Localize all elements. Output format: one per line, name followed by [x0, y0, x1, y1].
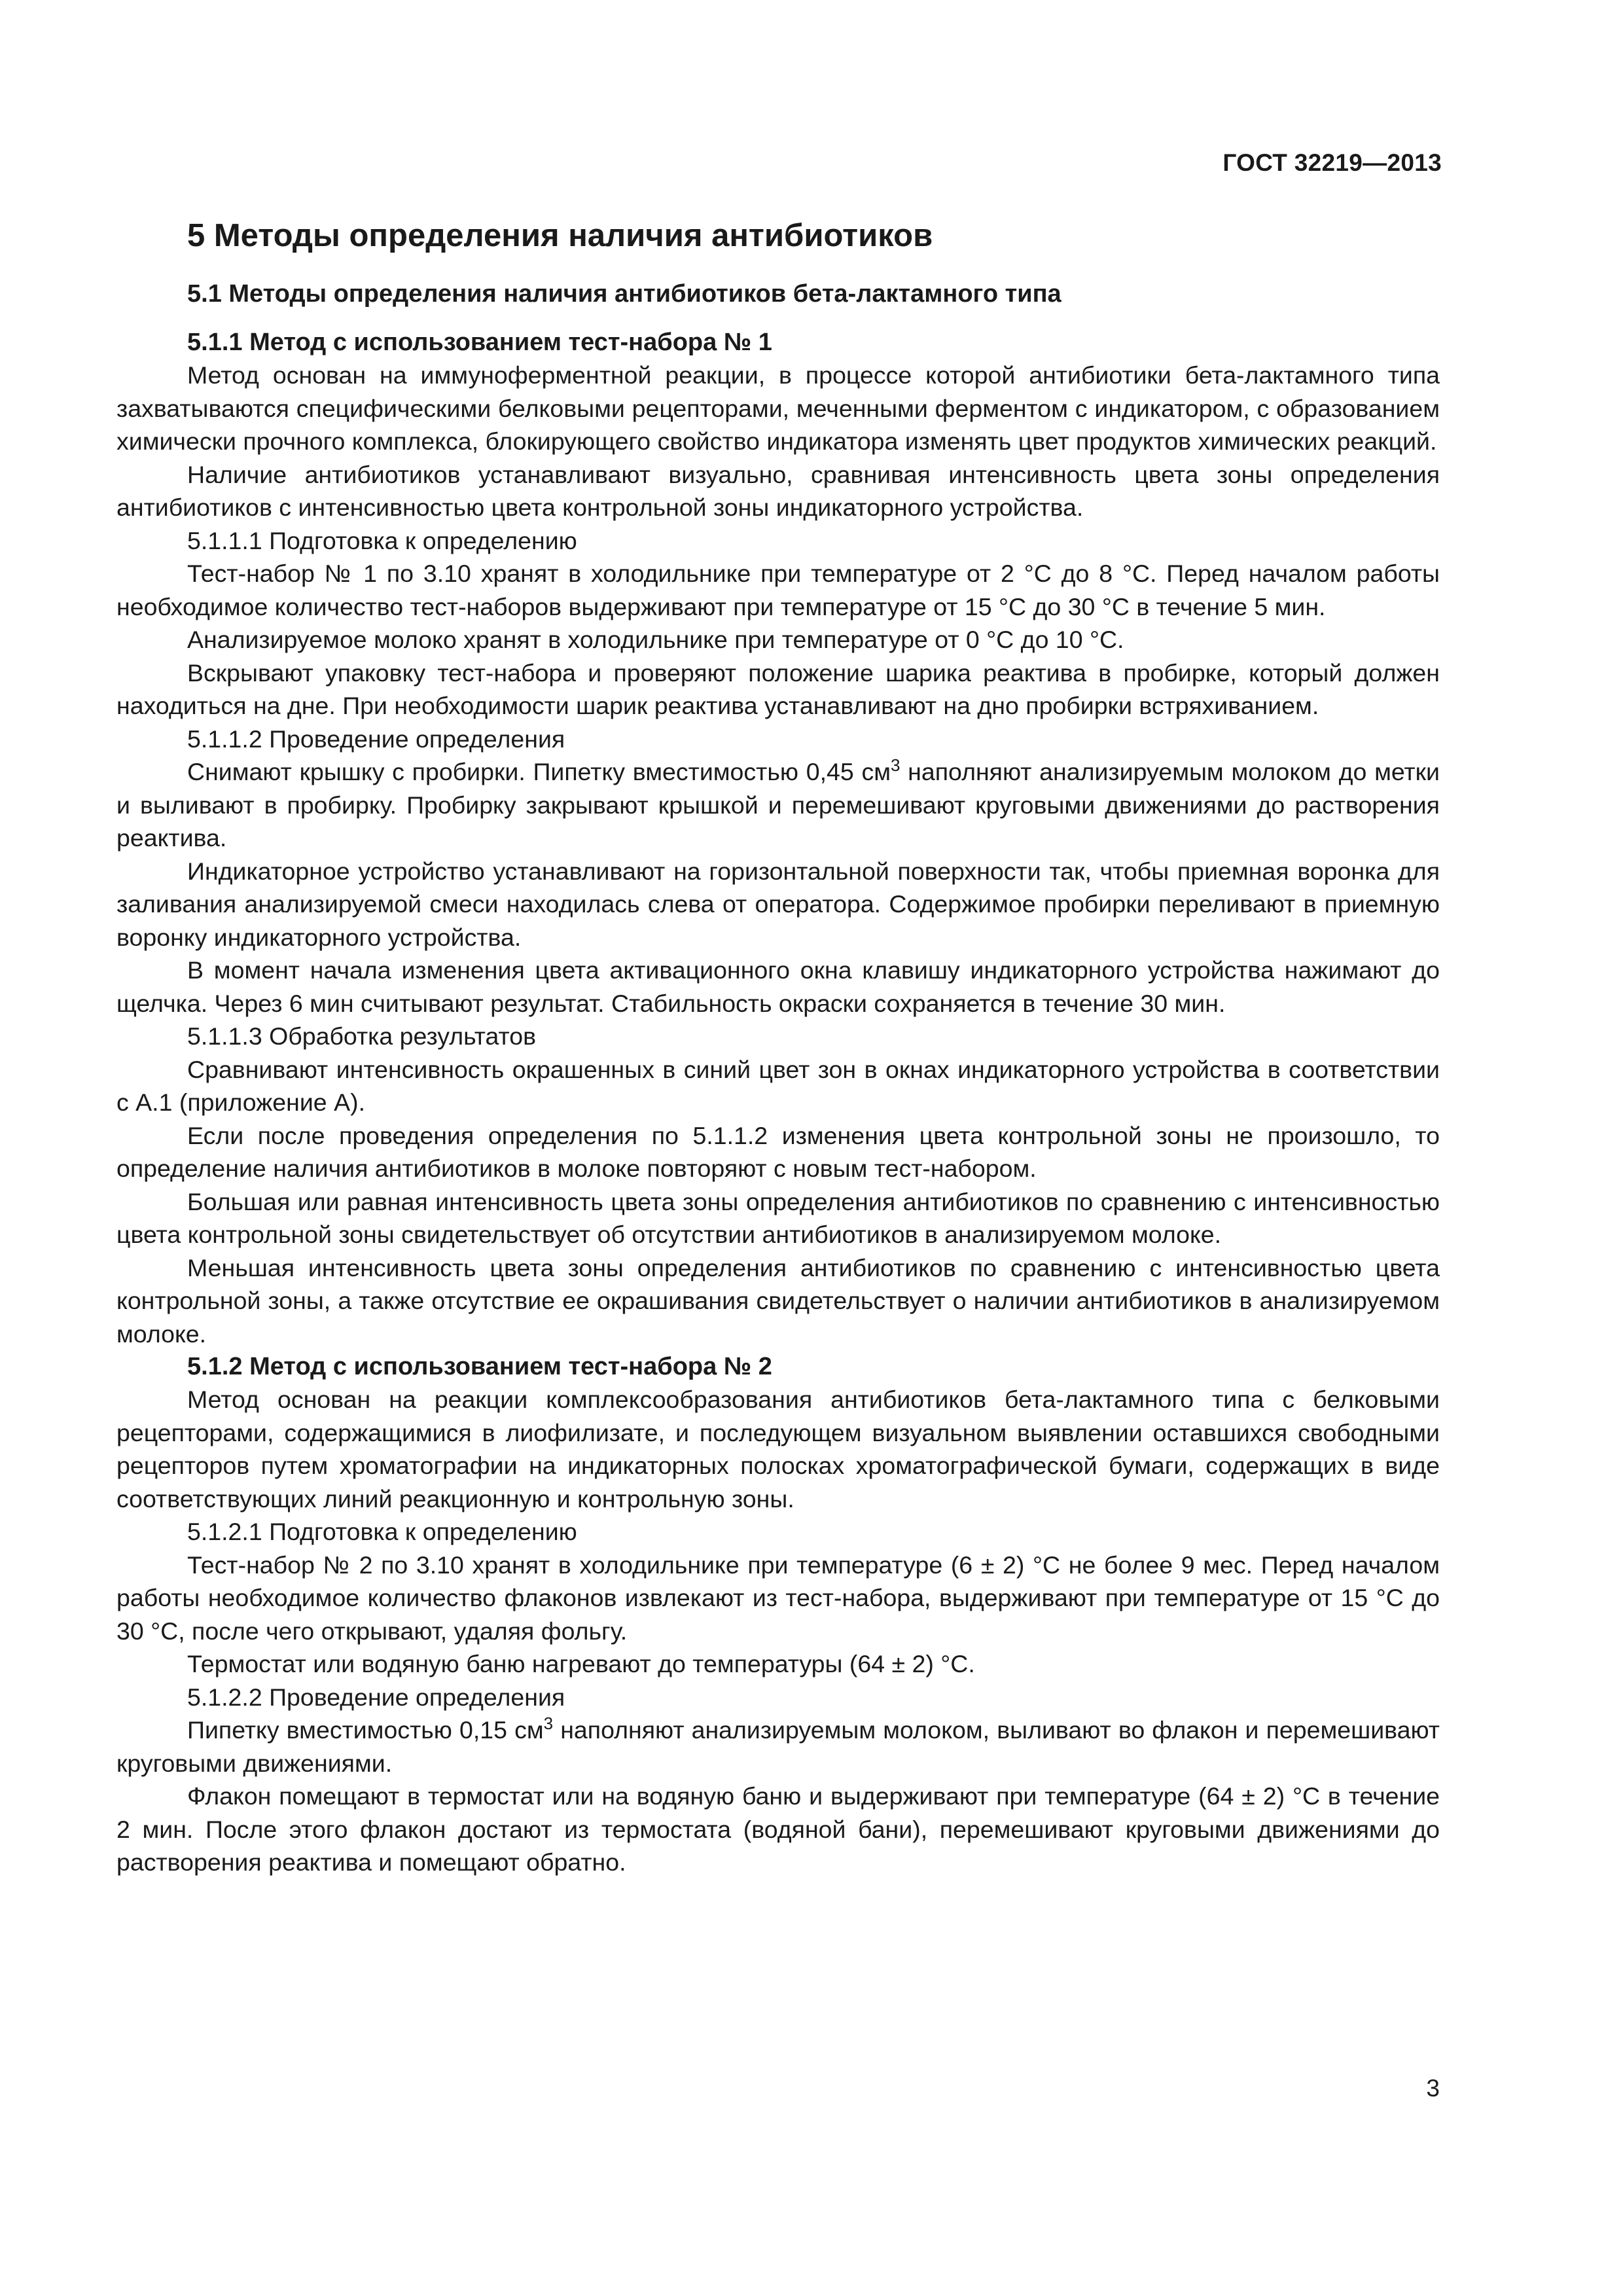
- clause-title: 5.1.2.1 Подготовка к определению: [187, 1518, 577, 1545]
- section-title: 5 Методы определения наличия антибиотиков: [187, 218, 933, 253]
- clause-title: 5.1.1.1 Подготовка к определению: [187, 526, 577, 554]
- clause-title: 5.1.2.2 Проведение определения: [187, 1683, 565, 1711]
- paragraph: В момент начала изменения цвета активационного окна клавишу индикаторного устройства нажимают до щелчка. Через 6 мин считывают результат. Стабильность окраски сохраняется в течение 30 мин.: [116, 956, 1440, 1017]
- paragraph: Наличие антибиотиков устанавливают визуально, сравнивая интенсивность цвета зоны определения антибиотиков с интенсивностью цвета контрольной зоны индикаторного устройства.: [116, 460, 1440, 521]
- paragraph: Тест-набор № 1 по 3.10 хранят в холодильнике при температуре от 2 °С до 8 °С. Перед началом работы необходимое количество тест-наборов выдерживают при температуре от 15 °С до 30 °С в течение 5 мин.: [116, 560, 1440, 620]
- subsection-title: 5.1 Методы определения наличия антибиотиков бета-лактамного типа: [187, 280, 1061, 308]
- document-code: ГОСТ 32219—2013: [1222, 149, 1442, 176]
- method-2-title: 5.1.2 Метод с использованием тест-набора № 2: [187, 1353, 772, 1380]
- paragraph: Флакон помещают в термостат или на водяную баню и выдерживают при температуре (64 ± 2) °С в течение 2 мин. После этого флакон достают из термостата (водяной бани), перемешивают круговыми движениями до растворения реактива и помещают обратно.: [116, 1782, 1440, 1876]
- paragraph: Термостат или водяную баню нагревают до температуры (64 ± 2) °С.: [187, 1650, 975, 1677]
- page-number: 3: [1426, 2075, 1440, 2102]
- clause-title: 5.1.1.2 Проведение определения: [187, 725, 565, 753]
- paragraph: Индикаторное устройство устанавливают на горизонтальной поверхности так, чтобы приемная воронка для заливания анализируемой смеси находилась слева от оператора. Содержимое пробирки переливают в приемную воронку индикаторного устройства.: [116, 857, 1440, 951]
- paragraph: Большая или равная интенсивность цвета зоны определения антибиотиков по сравнению с интенсивностью цвета контрольной зоны свидетельствует об отсутствии антибиотиков в анализируемом молоке.: [116, 1187, 1440, 1248]
- document-body: [116, 216, 1440, 1879]
- text-run: Снимают крышку с пробирки. Пипетку вместимостью 0,45 см: [187, 758, 891, 785]
- paragraph: Меньшая интенсивность цвета зоны определения антибиотиков по сравнению с интенсивностью цвета контрольной зоны, а также отсутствие ее окрашивания свидетельствует о наличии антибиотиков в анализируемом молоке.: [116, 1253, 1440, 1348]
- text-run: наполняют анализируемым молоком, выливают во флакон и перемешивают круговыми движениями.: [116, 1716, 1440, 1777]
- paragraph: [116, 1713, 1440, 1780]
- superscript: 3: [543, 1713, 554, 1733]
- paragraph: Вскрывают упаковку тест-набора и проверяют положение шарика реактива в пробирке, который должен находиться на дне. При необходимости шарик реактива устанавливают на дно пробирки встряхиванием.: [116, 658, 1440, 719]
- clause-title: 5.1.1.3 Обработка результатов: [187, 1022, 537, 1050]
- superscript: 3: [890, 755, 901, 775]
- paragraph: Сравнивают интенсивность окрашенных в синий цвет зон в окнах индикаторного устройства в соответствии с А.1 (приложение А).: [116, 1055, 1440, 1116]
- method-1-title: 5.1.1 Метод с использованием тест-набора № 1: [187, 329, 772, 356]
- paragraph: Тест-набор № 2 по 3.10 хранят в холодильнике при температуре (6 ± 2) °С не более 9 мес. Перед началом работы необходимое количество флаконов извлекают из тест-набора, выдерживают при температуре от 15 °С до 30 °С, после чего открывают, удаляя фольгу.: [116, 1551, 1440, 1645]
- paragraph: Анализируемое молоко хранят в холодильнике при температуре от 0 °С до 10 °С.: [187, 626, 1124, 653]
- text-run: Пипетку вместимостью 0,15 см: [187, 1716, 544, 1744]
- paragraph: [116, 755, 1440, 855]
- text-run: наполняют анализируемым молоком до метки и выливают в пробирку. Пробирку закрывают крышкой и перемешивают круговыми движениями до растворения реактива.: [116, 758, 1440, 852]
- paragraph: Метод основан на иммуноферментной реакции, в процессе которой антибиотики бета-лактамного типа захватываются специфическими белковыми рецепторами, меченными ферментом с индикатором, с образованием химически прочного комплекса, блокирующего свойство индикатора изменять цвет продуктов химических реакций.: [116, 361, 1440, 455]
- paragraph: Если после проведения определения по 5.1.1.2 изменения цвета контрольной зоны не произошло, то определение наличия антибиотиков в молоке повторяют с новым тест-набором.: [116, 1121, 1440, 1182]
- paragraph: Метод основан на реакции комплексообразования антибиотиков бета-лактамного типа с белковыми рецепторами, содержащимися в лиофилизате, и последующем визуальном выявлении оставшихся свободными рецепторов путем хроматографии на индикаторных полосках хроматографической бумаги, содержащих в виде соответствующих линий реакционную и контрольную зоны.: [116, 1386, 1440, 1513]
